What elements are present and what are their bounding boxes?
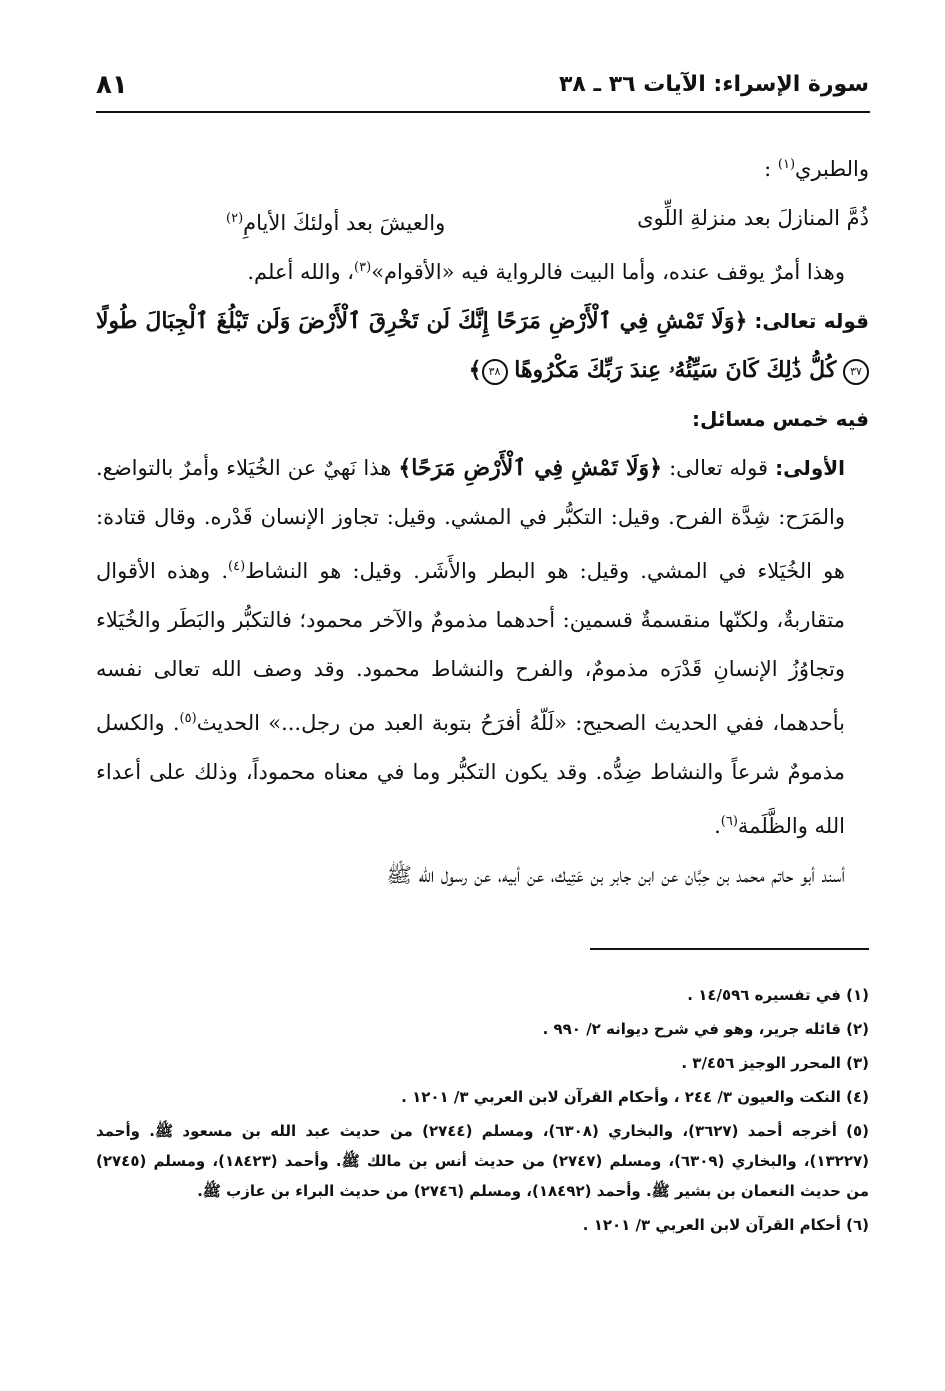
- tabari-word: والطبري: [795, 157, 869, 181]
- tabari-line: [96, 140, 869, 194]
- footnotes: [96, 980, 869, 1244]
- footnote-6: (٦) أحكام القرآن لابن العربي ٣/ ١٢٠١ .: [582, 1216, 869, 1234]
- first-issue-text-d: . والكسل مذمومٌ شرعاً والنشاط ضِدُّه. وقد يكون التكبُّر وما في معناه محموداً، وذلك على أعداء الله والظَّلَمة: [96, 711, 845, 838]
- footnote-ref-6: (٦): [720, 814, 738, 829]
- first-issue-paragraph: [96, 444, 869, 851]
- ayah-text-a: ﴿وَلَا تَمْشِ فِي ٱلْأَرْضِ مَرَحًا إِنَّكَ لَن تَخْرِقَ ٱلْأَرْضَ وَلَن تَبْلُغَ ٱلْجِبَالَ طُولًا: [96, 308, 748, 334]
- first-issue-text-b: هذا نَهيٌ عن الخُيَلاء وأمرٌ بالتواضع. والمَرَح: شِدَّة الفرح. وقيل: التكبُّر في المشي. وقيل: تجاوز الإنسان قَدْره. وقال قتادة: هو الخُيَلاء في المشي. وقيل: هو البطر والأَشَر. وقيل: هو النشاط: [96, 456, 846, 583]
- hadith-chain-text: أسند أبو حاتم محمد بن حِبَّان عن ابن جابر بن عَتِيك، عن أبيه، عن رسول الله ﷺ: [386, 863, 845, 887]
- footnote-ref-4: (٤): [228, 559, 246, 574]
- running-title: سورة الإسراء: الآيات ٣٦ ـ ٣٨: [558, 72, 869, 97]
- footnote-4: (٤) النكت والعيون ٣/ ٢٤٤ ، وأحكام القرآن لابن العربي ٣/ ١٢٠١ .: [401, 1088, 869, 1106]
- first-issue-intro: قوله تعالى:: [669, 456, 769, 480]
- amr-text-b: ، والله أعلم.: [247, 260, 355, 284]
- main-text: [96, 140, 869, 900]
- ayah-text-b: كُلُّ ذَٰلِكَ كَانَ سَيِّئُهُۥ عِندَ رَبِّكَ مَكْرُوهًا: [514, 357, 837, 383]
- masail-heading: فيه خمس مسائل:: [691, 407, 869, 431]
- masail-heading-line: [96, 395, 869, 444]
- hadith-chain-line: [96, 851, 869, 900]
- verse-first-hemistich: ذُمَّ المنازلَ بعد منزلةِ اللِّوى: [637, 206, 869, 230]
- page-header: [96, 68, 869, 108]
- amr-text-a: وهذا أمرٌ يوقف عنده، وأما البيت فالرواية فيه «الأقوام»: [371, 260, 845, 284]
- footnote-separator: [590, 948, 869, 950]
- footnote-ref-5: (٥): [179, 711, 197, 726]
- footnote-ref-3: (٣): [354, 260, 372, 275]
- ayah-number-38: ٣٨: [482, 359, 508, 385]
- ayah-close-bracket: ﴾: [468, 357, 482, 383]
- first-issue-text-e: .: [714, 814, 721, 838]
- ayah-number-37: ٣٧: [843, 359, 869, 385]
- footnote-ref-2: (٢): [226, 211, 244, 226]
- footnote-3: (٣) المحرر الوجيز ٣/٤٥٦ .: [681, 1054, 869, 1072]
- verse-second-text: والعيشَ بعد أولئكَ الأيامِ: [243, 211, 446, 235]
- colon: :: [764, 157, 772, 181]
- first-issue-text-c: . وهذه الأقوال متقاربةٌ، ولكنّها منقسمةٌ قسمين: أحدهما مذمومٌ والآخر محمود؛ فالتكبُّر والبَطَر والخُيَلاء وتجاوُزُ الإنسانِ قَدْرَه مذمومٌ، والفرح والنشاط محمود. وقد وصف الله تعالى نفسه بأحدهما، ففي الحديث الصحيح: «لَلّهُ أفرَحُ بتوبة العبد من رجل...» الحديث: [96, 559, 845, 735]
- first-issue-quran: ﴿وَلَا تَمْشِ فِي ٱلْأَرْضِ مَرَحًا﴾: [398, 455, 663, 481]
- poetry-verse: [96, 194, 869, 243]
- page-number: ٨١: [96, 70, 128, 100]
- header-rule: [96, 111, 870, 113]
- amr-line: [96, 243, 869, 297]
- footnote-ref-1: (١): [777, 157, 796, 172]
- footnote-5: (٥) أخرجه أحمد (٣٦٢٧)، والبخاري (٦٣٠٨)، ومسلم (٢٧٤٤) من حديث عبد الله بن مسعود ﷺ. وأحمد (١٣٢٢٧)، والبخاري (٦٣٠٩)، ومسلم (٢٧٤٧) من حديث أنس بن مالك ﷺ. وأحمد (١٨٤٢٣)، ومسلم (٢٧٤٥) من حديث النعمان بن بشير ﷺ. وأحمد (١٨٤٩٢)، ومسلم (٢٧٤٦) من حديث البراء بن عازب ﷺ.: [96, 1122, 870, 1200]
- verse-second-hemistich: [226, 194, 445, 248]
- ayah-intro: قوله تعالى:: [754, 309, 869, 333]
- footnote-2: (٢) قائله جرير، وهو في شرح ديوانه ٢/ ٩٩٠ .: [542, 1020, 869, 1038]
- ayah-paragraph: [96, 297, 869, 395]
- footnote-1: (١) في تفسيره ١٤/٥٩٦ .: [687, 986, 869, 1004]
- first-issue-label: الأولى:: [775, 456, 845, 480]
